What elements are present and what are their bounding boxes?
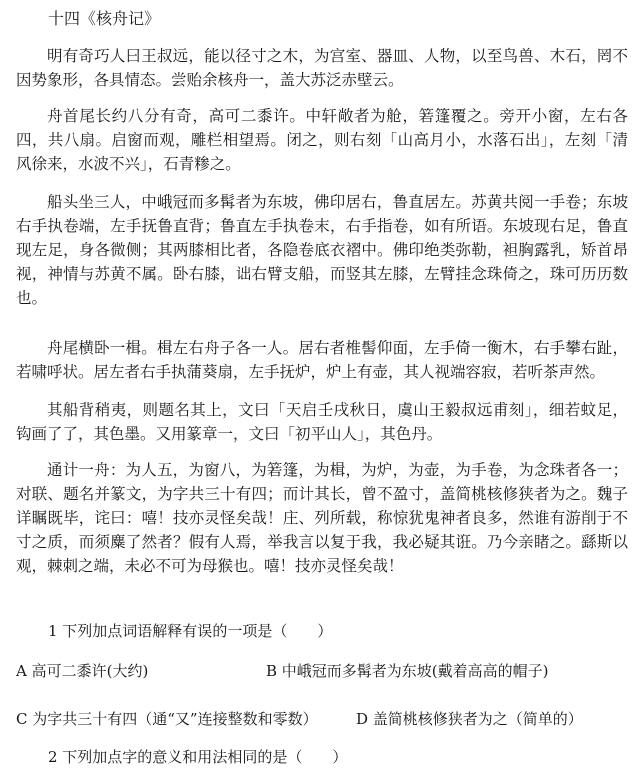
question-1-option-b: B 中峨冠而多髯者为东坡(戴着高高的帽子)	[266, 662, 549, 680]
paragraph-3: 船头坐三人，中峨冠而多髯者为东坡，佛印居右，鲁直居左。苏黄共阅一手卷；东坡右手执卷端，左手抚鲁直背；鲁直左手执卷末，右手指卷，如有所语。东坡现右足，鲁直现左足，身各微侧；其两膝相比者，各隐卷底衣褶中。佛印绝类弥勒，袒胸露乳，矫首昂视，神情与苏黄不属。卧右膝，诎右臂支船，而竖其左膝，左臂挂念珠倚之，珠可历历数也。	[16, 193, 628, 307]
question-1-option-d: D 盖简桃核修狭者为之（简单的）	[356, 710, 583, 728]
paragraph-6: 通计一舟：为人五，为窗八，为箬篷，为楫，为炉，为壶，为手卷，为念珠者各一；对联、题名并篆文，为字共三十有四；而计其长，曾不盈寸，盖简桃核修狭者为之。魏子详瞩既毕，诧曰：嘻！技亦灵怪矣哉！庄、列所载，称惊犹鬼神者良多，然谁有游削于不寸之质，而须麋了然者？假有人焉，举我言以复于我，我必疑其诳。乃今亲睹之。繇斯以观，棘刺之端，未必不可为母猴也。嘻！技亦灵怪矣哉！	[16, 461, 628, 575]
question-1-option-c: C 为字共三十有四（通“又”连接整数和零数）	[16, 710, 318, 728]
question-1-option-a: A 高可二黍许(大约)	[16, 662, 149, 680]
paragraph-1: 明有奇巧人曰王叔远，能以径寸之木，为宫室、器皿、人物，以至鸟兽、木石，罔不因势象形，各具情态。尝贻余核舟一，盖大苏泛赤壁云。	[16, 47, 628, 89]
question-2-stem: 2 下列加点字的意义和用法相同的是（ ）	[48, 748, 348, 766]
paragraph-2: 舟首尾长约八分有奇，高可二黍许。中轩敞者为舱，箬篷覆之。旁开小窗，左右各四，共八扇。启窗而观，雕栏相望焉。闭之，则右刻「山高月小，水落石出」，左刻「清风徐来，水波不兴」，石青糁之。	[16, 107, 628, 173]
section-title: 十四《核舟记》	[48, 9, 161, 28]
paragraph-4: 舟尾横卧一楫。楫左右舟子各一人。居右者椎髻仰面，左手倚一衡木，右手攀右趾，若啸呼状。居左者右手执蒲葵扇，左手抚炉，炉上有壶，其人视端容寂，若听茶声然。	[16, 339, 628, 381]
question-1-stem: 1 下列加点词语解释有误的一项是（ ）	[48, 622, 333, 640]
paragraph-5: 其船背稍夷，则题名其上，文曰「天启壬戌秋日，虞山王毅叔远甫刻」，细若蚊足，钩画了了，其色墨。又用篆章一，文曰「初平山人」，其色丹。	[16, 401, 628, 443]
